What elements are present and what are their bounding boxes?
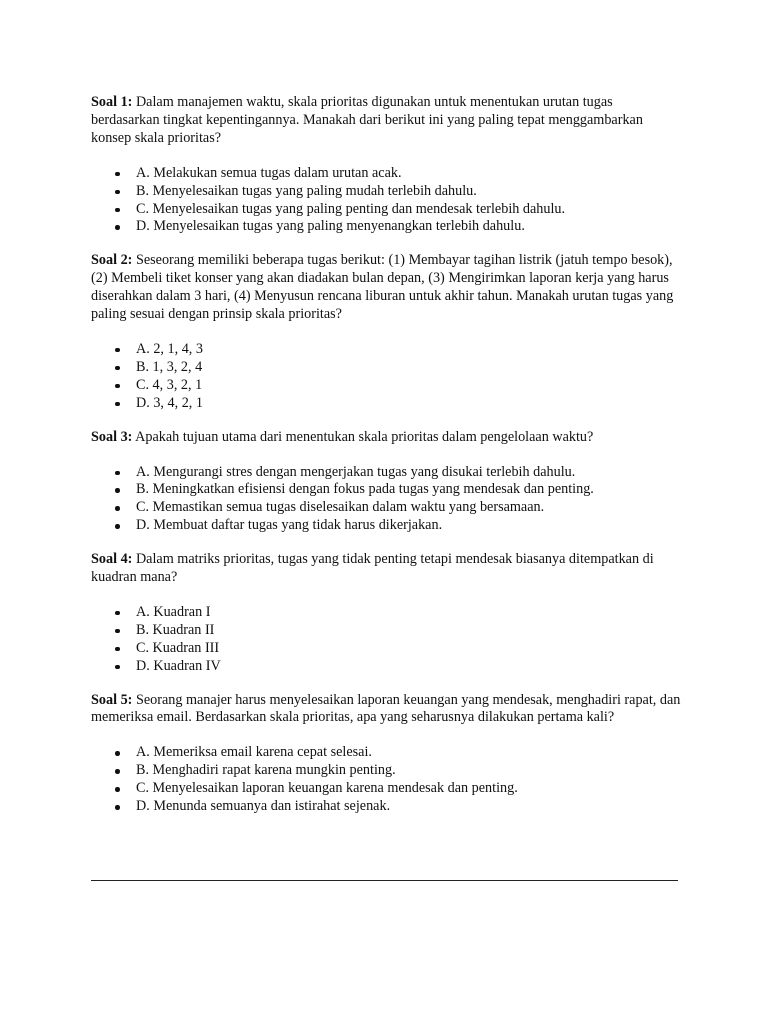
question-block — [91, 551, 681, 675]
option-item: B. Kuadran II — [136, 622, 681, 640]
option-item: D. Kuadran IV — [136, 658, 681, 676]
option-item: D. Menunda semuanya dan istirahat sejenak. — [136, 798, 681, 816]
option-list — [91, 744, 681, 816]
option-list — [91, 341, 681, 413]
question-body: Apakah tujuan utama dari menentukan skala prioritas dalam pengelolaan waktu? — [135, 428, 594, 445]
question-block — [91, 252, 681, 412]
question-text — [91, 551, 681, 587]
question-body: Seorang manajer harus menyelesaikan laporan keuangan yang mendesak, menghadiri rapat, dan memeriksa email. Berdasarkan skala prioritas, apa yang seharusnya dilakukan pertama kali? — [91, 691, 681, 726]
option-item: A. Memeriksa email karena cepat selesai. — [136, 744, 681, 762]
question-label: Soal 3: — [91, 428, 133, 445]
question-label: Soal 5: — [91, 691, 133, 708]
option-item: D. Menyelesaikan tugas yang paling menyenangkan terlebih dahulu. — [136, 218, 681, 236]
question-body: Dalam manajemen waktu, skala prioritas digunakan untuk menentukan urutan tugas berdasarkan tingkat kepentingannya. Manakah dari berikut ini yang paling tepat menggambarkan konsep skala prioritas? — [91, 94, 643, 146]
question-label: Soal 1: — [91, 94, 133, 110]
option-item: A. Melakukan semua tugas dalam urutan acak. — [136, 165, 681, 183]
question-text — [91, 429, 681, 447]
option-item: A. Kuadran I — [136, 604, 681, 622]
question-text — [91, 252, 681, 324]
option-item: C. Memastikan semua tugas diselesaikan dalam waktu yang bersamaan. — [136, 499, 681, 517]
question-text — [91, 94, 681, 148]
option-item: B. 1, 3, 2, 4 — [136, 359, 681, 377]
question-block — [91, 429, 681, 536]
option-item: C. Kuadran III — [136, 640, 681, 658]
question-label: Soal 2: — [91, 252, 133, 269]
option-list — [91, 464, 681, 536]
option-item: D. Membuat daftar tugas yang tidak harus dikerjakan. — [136, 517, 681, 535]
option-item: A. 2, 1, 4, 3 — [136, 341, 681, 359]
question-block — [91, 94, 681, 236]
option-item: C. Menyelesaikan tugas yang paling penting dan mendesak terlebih dahulu. — [136, 201, 681, 219]
option-item: A. Mengurangi stres dengan mengerjakan tugas yang disukai terlebih dahulu. — [136, 464, 681, 482]
option-item: B. Menyelesaikan tugas yang paling mudah terlebih dahulu. — [136, 183, 681, 201]
question-body: Dalam matriks prioritas, tugas yang tidak penting tetapi mendesak biasanya ditempatkan di kuadran mana? — [91, 551, 654, 586]
question-block — [91, 692, 681, 816]
option-item: B. Meningkatkan efisiensi dengan fokus pada tugas yang mendesak dan penting. — [136, 481, 681, 499]
option-item: C. 4, 3, 2, 1 — [136, 377, 681, 395]
horizontal-divider — [91, 880, 678, 881]
option-list — [91, 165, 681, 237]
question-label: Soal 4: — [91, 551, 133, 568]
option-item: D. 3, 4, 2, 1 — [136, 395, 681, 413]
question-text — [91, 692, 681, 728]
option-item: B. Menghadiri rapat karena mungkin penting. — [136, 762, 681, 780]
question-body: Seseorang memiliki beberapa tugas berikut: (1) Membayar tagihan listrik (jatuh tempo besok), (2) Membeli tiket konser yang akan diadakan bulan depan, (3) Mengirimkan laporan kerja yang harus diserahkan dalam 3 hari, (4) Menyusun rencana liburan untuk akhir tahun. Manakah urutan tugas yang paling sesuai dengan prinsip skala prioritas? — [91, 252, 674, 323]
option-list — [91, 604, 681, 676]
document-page — [91, 94, 681, 832]
option-item: C. Menyelesaikan laporan keuangan karena mendesak dan penting. — [136, 780, 681, 798]
